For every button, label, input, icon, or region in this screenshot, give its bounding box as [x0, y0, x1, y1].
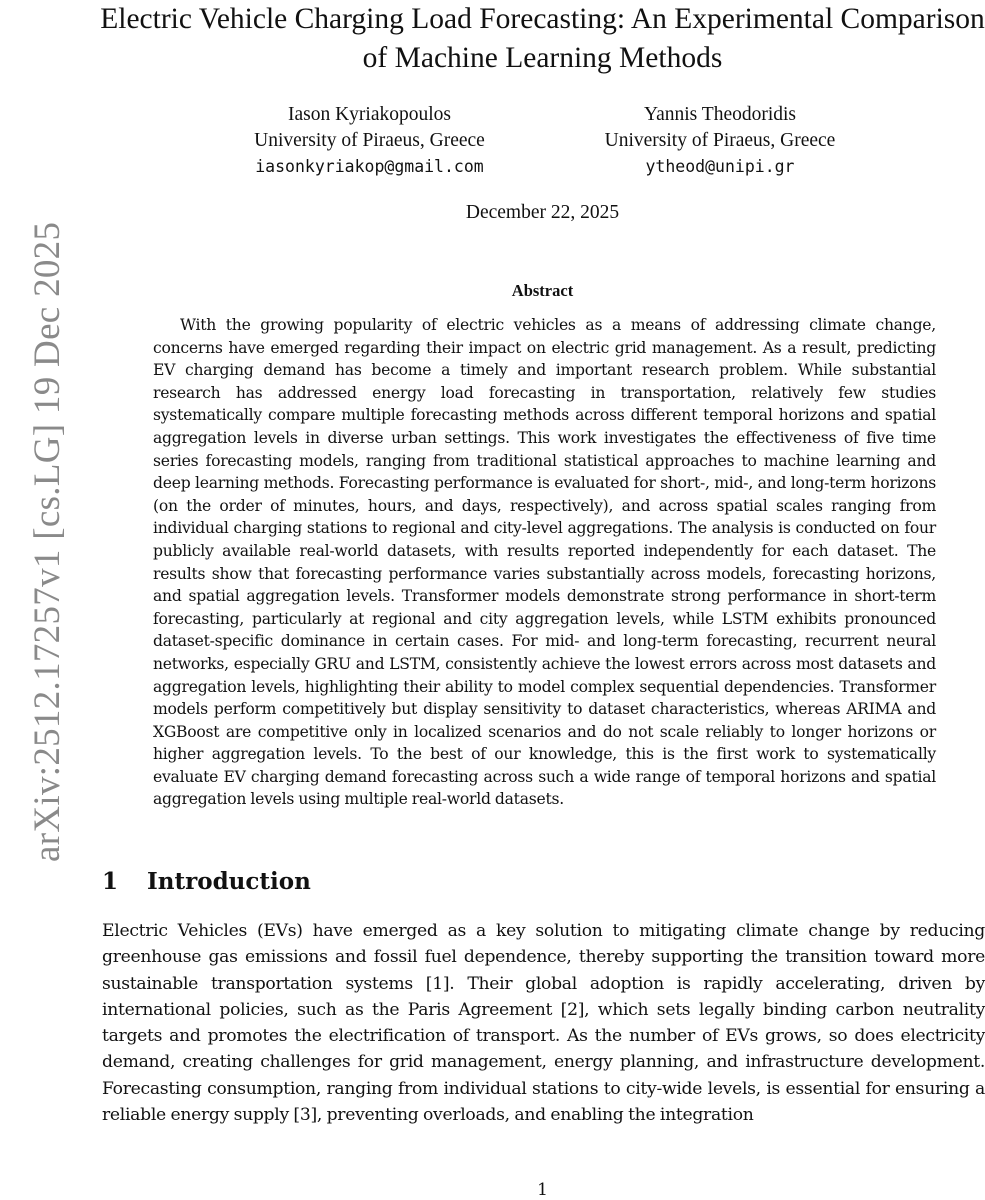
author-affiliation: University of Piraeus, Greece — [254, 130, 485, 151]
section-title: Introduction — [147, 868, 311, 895]
page-number: 1 — [537, 1180, 548, 1200]
section-number: 1 — [102, 868, 119, 895]
introduction-text: Electric Vehicles (EVs) have emerged as a key solution to mitigating climate change by reducing greenhouse gas emissions and fossil fuel dependence, thereby supporting the transition toward more sustainable transportation systems [1]. Their global adoption is rapidly accelerating, driven by international policies, such as the Paris Agreement [2], which sets legally binding carbon neutrality targets and promotes the electrification of transport. As the number of EVs grows, so does electricity demand, creating challenges for grid management, energy planning, and infrastructure development. Forecasting consumption, ranging from individual stations to city-wide levels, is essential for ensuring a reliable energy supply [3], preventing overloads, and enabling the integration — [102, 921, 985, 1126]
author-email[interactable]: iasonkyriakop@gmail.com — [255, 157, 484, 176]
abstract-text: With the growing popularity of electric vehicles as a means of addressing climate change, concerns have emerged regarding their impact on electric grid management. As a result, predicting EV charging demand has become a timely and important research problem. While substantial research has addressed energy load forecasting in transportation, relatively few studies systematically compare multiple forecasting methods across different temporal horizons and spatial aggregation levels in diverse urban settings. This work investigates the effectiveness of five time series forecasting models, ranging from traditional statistical approaches to machine learning and deep learning methods. Forecasting performance is evaluated for short-, mid-, and long-term horizons (on the order of minutes, hours, and days, respectively), and across spatial scales ranging from individual charging stations to regional and city-level aggregations. The analysis is conducted on four publicly available real-world datasets, with results reported independently for each dataset. The results show that forecasting performance varies substantially across models, forecasting horizons, and spatial aggregation levels. Transformer models demonstrate strong performance in short-term forecasting, particularly at regional and city aggregation levels, while LSTM exhibits pronounced dataset-specific dominance in certain cases. For mid- and long-term forecasting, recurrent neural networks, especially GRU and LSTM, consistently achieve the lowest errors across most datasets and aggregation levels, highlighting their ability to model complex sequential dependencies. Transformer models perform competitively but display sensitivity to dataset characteristics, whereas ARIMA and XGBoost are competitive only in localized scenarios and do not scale reliably to longer horizons or higher aggregation levels. To the best of our knowledge, this is the first work to systematically evaluate EV charging demand forecasting across such a wide range of temporal horizons and spatial aggregation levels using multiple real-world datasets. — [153, 316, 936, 809]
abstract-heading: Abstract — [511, 281, 574, 300]
paper-title: Electric Vehicle Charging Load Forecasting: An Experimental Comparison of Machine Learning Methods — [100, 3, 985, 74]
author-2 — [570, 102, 870, 180]
author-email[interactable]: ytheod@unipi.gr — [645, 157, 795, 176]
author-affiliation: University of Piraeus, Greece — [604, 130, 836, 151]
author-1 — [227, 102, 512, 180]
publication-date: December 22, 2025 — [465, 202, 620, 223]
author-block — [100, 102, 985, 182]
section-heading — [102, 868, 311, 895]
arxiv-identifier[interactable]: arXiv:2512.17257v1 [cs.LG] 19 Dec 2025 — [27, 221, 68, 862]
author-name: Iason Kyriakopoulos — [287, 104, 452, 125]
author-name: Yannis Theodoridis — [643, 104, 797, 125]
